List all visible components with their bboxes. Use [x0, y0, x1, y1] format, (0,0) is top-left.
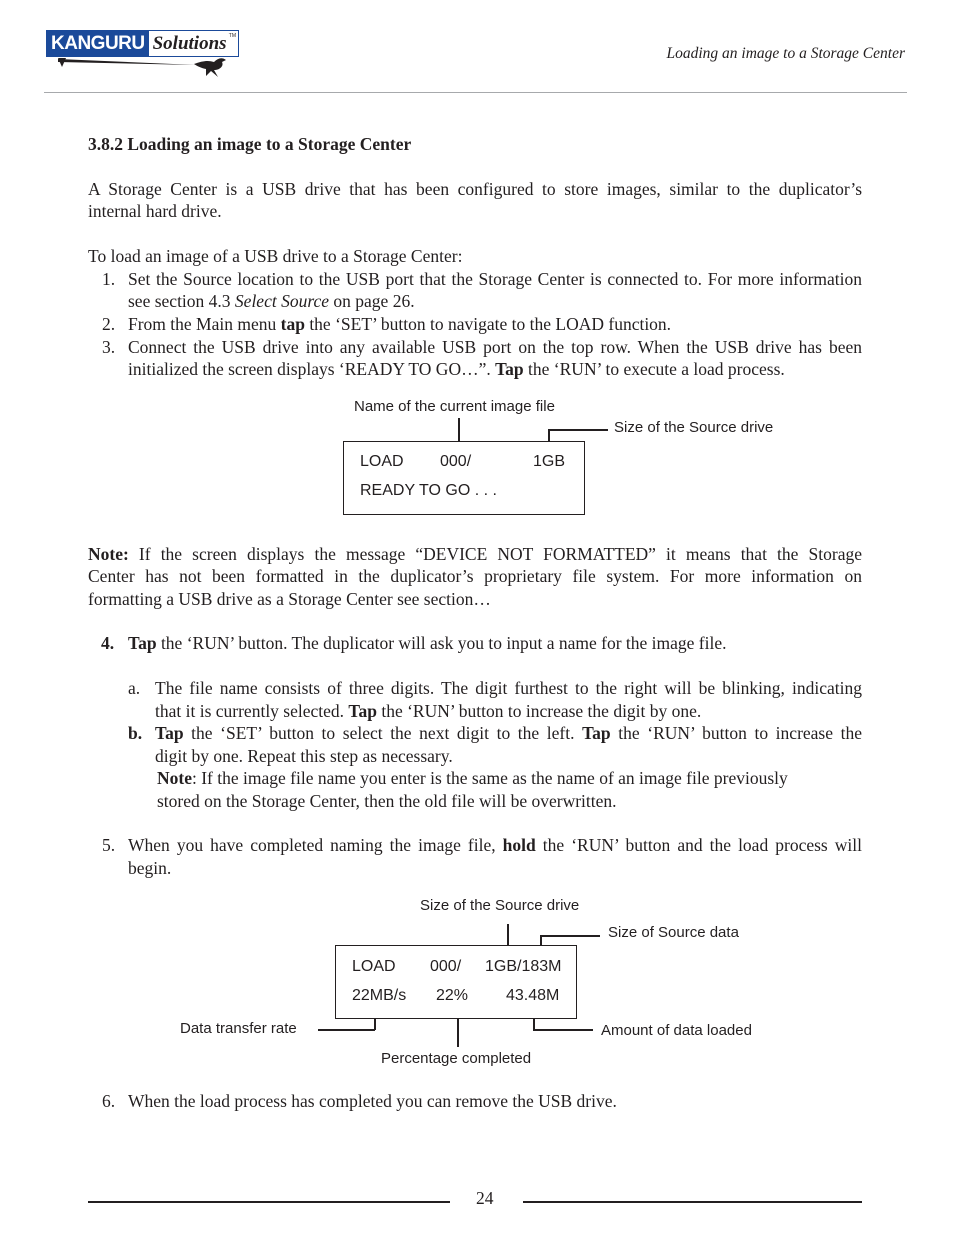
substep-b-line-1: Tap the ‘SET’ button to select the next digit to the left. Tap the ‘RUN’ button to increase the: [155, 723, 862, 743]
lcd-image-name: 000/: [430, 958, 462, 975]
note-label: Note:: [88, 544, 129, 564]
step-1-line-1: Set the Source location to the USB port that the Storage Center is connected to. For more information: [128, 269, 862, 289]
note-line-3: formatting a USB drive as a Storage Center see section…: [88, 589, 491, 609]
lcd-data-loaded: 43.48M: [506, 987, 560, 1004]
lcd-source-size: 1GB/183M: [485, 958, 562, 975]
callout-data-loaded-label: Amount of data loaded: [601, 1022, 752, 1039]
header-rule: [44, 92, 907, 93]
callout-source-data-label: Size of Source data: [608, 924, 739, 941]
lcd-status: READY TO GO . . .: [360, 482, 497, 499]
callout-line: [548, 429, 608, 431]
logo-trademark: TM: [228, 33, 236, 39]
callout-source-size-label: Size of the Source drive: [420, 897, 580, 914]
substep-note-line-2: stored on the Storage Center, then the old file will be overwritten.: [157, 791, 617, 811]
step-2-text: From the Main menu tap the ‘SET’ button to navigate to the LOAD function.: [128, 314, 672, 334]
footer-rule-right: [523, 1201, 862, 1203]
substep-b-line-2: digit by one. Repeat this step as necessary.: [155, 746, 453, 766]
kangaroo-swoosh-icon: [56, 55, 236, 81]
logo-suffix: Solutions: [152, 33, 227, 54]
steps-lead: To load an image of a USB drive to a Storage Center:: [88, 246, 463, 266]
step-5-line-1: When you have completed naming the image file, hold the ‘RUN’ button and the load process will: [128, 835, 862, 855]
callout-line: [507, 924, 509, 946]
note-line-1: Note: If the screen displays the message “DEVICE NOT FORMATTED” it means that the Storage: [88, 544, 862, 564]
step-4-text: Tap the ‘RUN’ button. The duplicator will ask you to input a name for the image file.: [128, 633, 727, 653]
callout-transfer-rate-label: Data transfer rate: [180, 1020, 297, 1037]
running-title: Loading an image to a Storage Center: [666, 45, 905, 62]
step-1-line-2: see section 4.3 Select Source on page 26.: [128, 291, 415, 311]
lcd-transfer-rate: 22MB/s: [352, 987, 407, 1004]
note-line-2: Center has not been formatted in the duplicator’s proprietary file system. For more information on: [88, 566, 862, 586]
substep-note-line-1: Note: If the image file name you enter is the same as the name of an image file previously: [157, 768, 788, 788]
callout-image-name-label: Name of the current image file: [354, 398, 555, 415]
lcd-mode: LOAD: [360, 453, 404, 470]
kanguru-logo: [46, 30, 239, 57]
logo-brand: KANGURU: [47, 31, 149, 56]
substep-b-label: b.: [128, 723, 143, 743]
step-1-number: 1.: [102, 269, 116, 289]
intro-line-1: A Storage Center is a USB drive that has been configured to store images, similar to the duplicator’s: [88, 179, 862, 199]
lcd-image-name: 000/: [440, 453, 472, 470]
callout-line: [458, 418, 460, 442]
lcd-source-size: 1GB: [533, 453, 566, 470]
callout-percentage-label: Percentage completed: [381, 1050, 532, 1067]
substep-a-label: a.: [128, 678, 141, 698]
step-6-text: When the load process has completed you can remove the USB drive.: [128, 1091, 617, 1111]
step-2-number: 2.: [102, 314, 116, 334]
substep-a-line-2: that it is currently selected. Tap the ‘RUN’ button to increase the digit by one.: [155, 701, 702, 721]
step-5-line-2: begin.: [128, 858, 172, 878]
step-3-line-2: initialized the screen displays ‘READY TO GO…”. Tap the ‘RUN’ to execute a load process.: [128, 359, 785, 379]
step-5-number: 5.: [102, 835, 116, 855]
section-title: 3.8.2 Loading an image to a Storage Center: [88, 134, 412, 154]
lcd-screen-load-ready: [343, 441, 585, 515]
intro-line-2: internal hard drive.: [88, 201, 222, 221]
step-3-number: 3.: [102, 337, 116, 357]
substep-a-line-1: The file name consists of three digits. The digit furthest to the right will be blinking, indicating: [155, 678, 862, 698]
page-number: 24: [476, 1188, 494, 1208]
callout-line: [318, 1029, 375, 1031]
lcd-mode: LOAD: [352, 958, 396, 975]
callout-line: [533, 1029, 593, 1031]
lcd-percent-complete: 22%: [436, 987, 469, 1004]
callout-line: [540, 935, 600, 937]
step-4-number: 4.: [101, 633, 115, 653]
select-source-reference: Select Source: [234, 291, 330, 311]
step-3-line-1: Connect the USB drive into any available USB port on the top row. When the USB drive has been: [128, 337, 862, 357]
callout-source-size-label: Size of the Source drive: [614, 419, 774, 436]
footer-rule-left: [88, 1201, 450, 1203]
step-6-number: 6.: [102, 1091, 116, 1111]
lcd-screen-load-progress: [335, 945, 577, 1019]
